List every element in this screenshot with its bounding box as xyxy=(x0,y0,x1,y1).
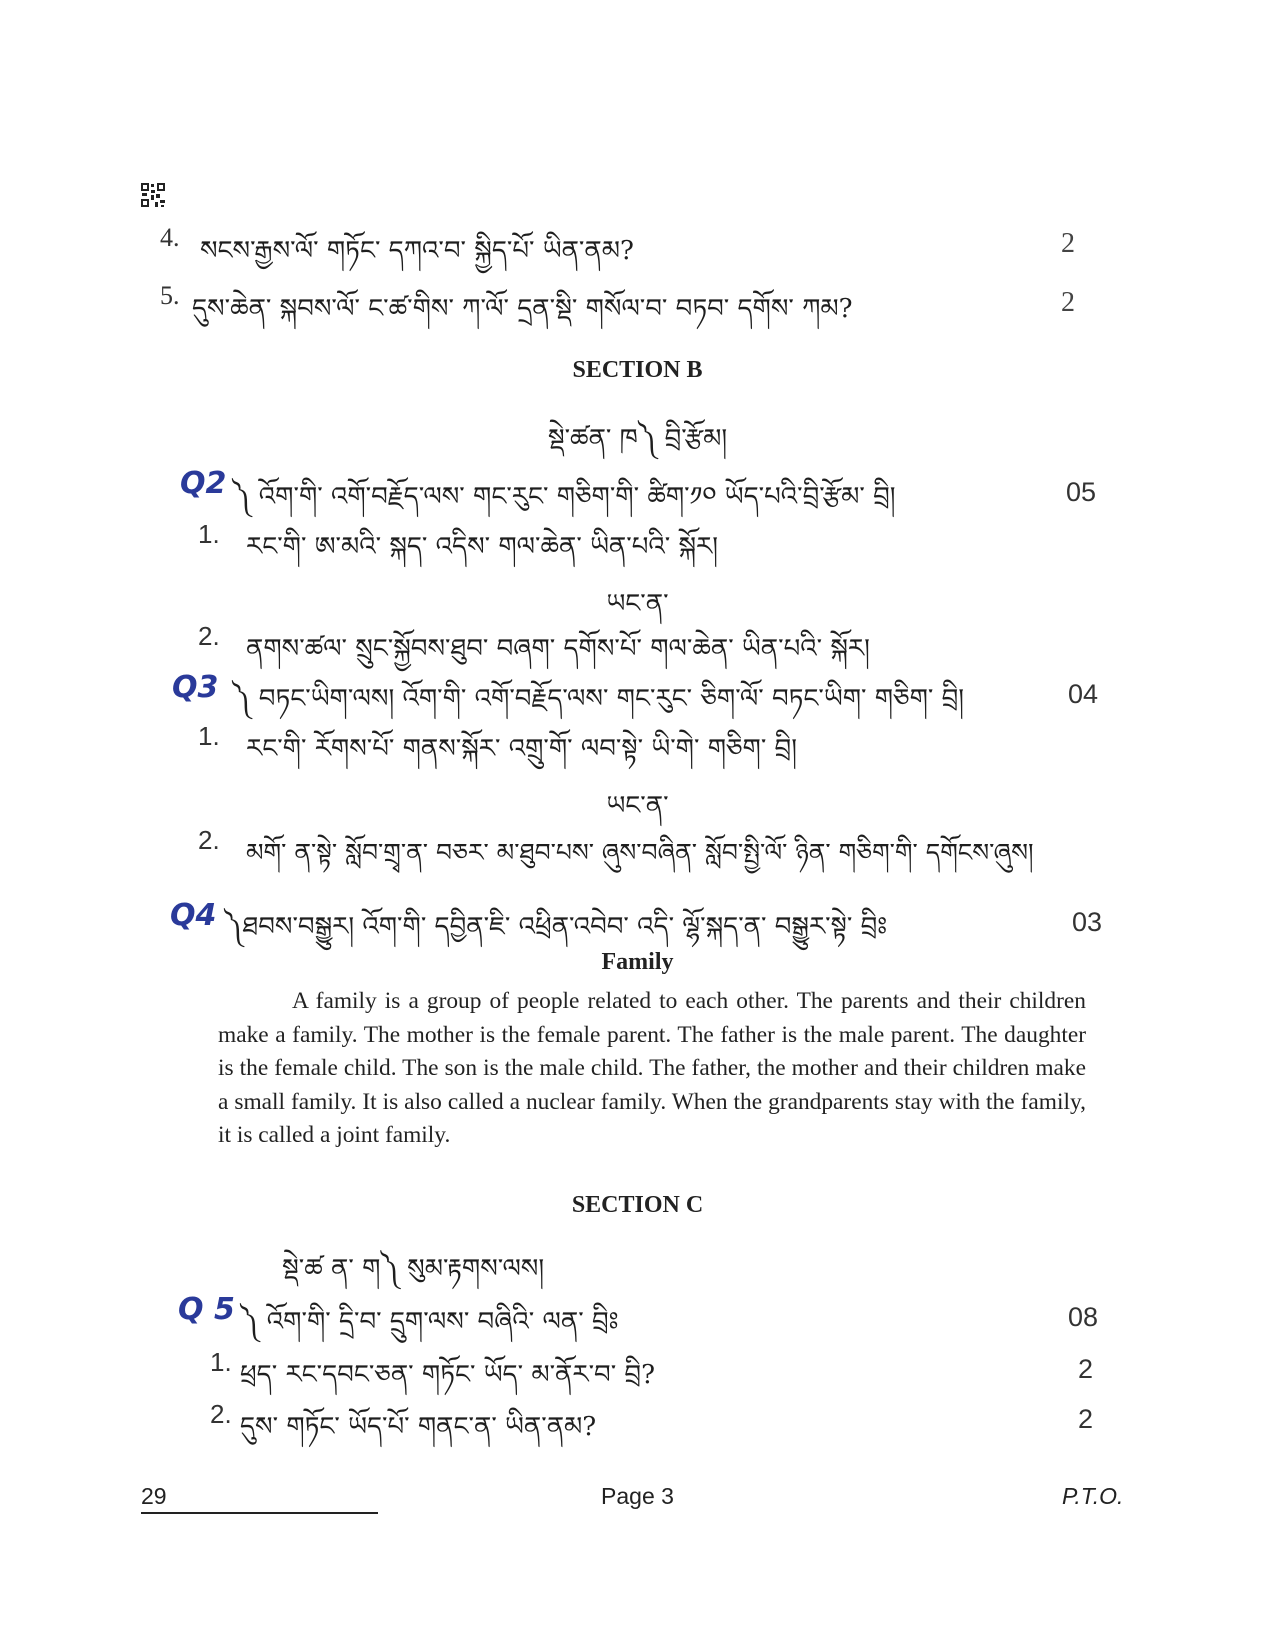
question-4-marks: 2 xyxy=(1061,228,1075,259)
q2-or: ཡང་ན་ xyxy=(606,589,669,619)
q3-marks: 04 xyxy=(1068,679,1099,709)
q2-text: ༽ འོག་གི་ འགོ་བརྗོད་ལས་ གང་རུང་ གཅིག་གི་ ཚིག་༡༠ ཡོད་པའི་བྲི་རྩོམ་ བྲི། xyxy=(232,482,896,512)
q5-text: ༽ འོག་གི་ དྲི་བ་ དྲུག་ལས་ བཞིའི་ ལན་ བྲིཿ xyxy=(240,1307,619,1337)
q5-item-2-text: དུས་ གཏོང་ ཡོད་པོ་ གནང་ན་ ཡིན་ནམ? xyxy=(240,1412,597,1442)
q5-item-1-marks: 2 xyxy=(1078,1354,1094,1384)
q2-option-1-number: 1. xyxy=(198,519,220,549)
q5-item-1-number: 1. xyxy=(210,1347,232,1377)
q3-option-2-text: མགོ་ ན་སྟེ་ སློབ་གྲྭ་ན་ བཅར་ མ་ཐུབ་པས་ ཞུས་བཞིན་ སློབ་སྤྱི་ལོ་ ཉིན་ གཅིག་གི་ དགོངས་ཞུས། xyxy=(246,838,1034,867)
footer-pto: P.T.O. xyxy=(1062,1483,1124,1509)
q3-option-1-text: རང་གི་ རོགས་པོ་ གནས་སྐོར་ འགྲུ་གོ་ ལབ་སྟེ་ ཡི་གེ་ གཅིག་ བྲི། xyxy=(246,734,797,764)
question-4-text: སངས་རྒྱས་ལོ་ གཏོང་ དཀའ་བ་ སྐྱིད་པོ་ ཡིན་ནམ? xyxy=(200,236,634,266)
q2-option-1-text: རང་གི་ ཨ་མའི་ སྐད་ འདིས་ གལ་ཆེན་ ཡིན་པའི་ སྐོར། xyxy=(246,532,719,562)
question-5-number: 5. xyxy=(160,281,180,310)
section-b-subtitle: སྡེ་ཚན་ ཁ༽ བྲི་རྩོམ། xyxy=(547,424,728,454)
passage-body xyxy=(218,985,1086,1153)
q4-marks: 03 xyxy=(1072,907,1103,937)
q3-or: ཡང་ན་ xyxy=(606,791,669,821)
section-c-heading: SECTION C xyxy=(571,1192,704,1218)
q5-label: Q 5 xyxy=(178,1292,235,1327)
question-4-number: 4. xyxy=(160,223,180,252)
q5-item-2-marks: 2 xyxy=(1078,1404,1094,1434)
footer-page-number: Page 3 xyxy=(601,1483,674,1509)
q5-item-1-text: ཕྲད་ རང་དབང་ཅན་ གཏོང་ ཡོད་ མ་ནོར་བ་ བྲི? xyxy=(240,1360,656,1390)
q5-marks: 08 xyxy=(1068,1302,1099,1332)
passage-text: A family is a group of people related to each other. The parents and their children make a family. The mother is the female parent. The father is the male parent. The daughter is the female child. The son is the male child. The father, the mother and their children make a small family. It is also called a nuclear family. When the grandparents stay with the family, it is called a joint family. xyxy=(218,988,1086,1148)
q3-text: ༽ བཏང་ཡིག་ལས། འོག་གི་ འགོ་བརྗོད་ལས་ གང་རུང་ ཅིག་ལོ་ བཏང་ཡིག་ གཅིག་ བྲི། xyxy=(232,684,965,714)
footer-divider xyxy=(141,1512,378,1514)
q2-option-2-text: ནགས་ཚལ་ སྲུང་སྐྱོབས་ཐུབ་ བཞག་ དགོས་པོ་ གལ་ཆེན་ ཡིན་པའི་ སྐོར། xyxy=(246,634,870,664)
section-b-heading: SECTION B xyxy=(572,357,703,383)
q3-option-1-number: 1. xyxy=(198,721,220,751)
q5-item-2-number: 2. xyxy=(210,1399,232,1429)
q4-text: ༽ཐབས་བསྒྱུར། འོག་གི་ དབྱིན་ཇི་ འཕྲིན་འབེབ་ འདི་ ལྷོ་སྐད་ན་ བསྒྱུར་སྟེ་ བྲིཿ xyxy=(224,912,888,942)
q2-marks: 05 xyxy=(1066,477,1097,507)
question-5-text: དུས་ཆེན་ སྐབས་ལོ་ ང་ཚ་གིས་ ཀ་ལོ་ དྲན་སྡི་ གསོལ་བ་ བཏབ་ དགོས་ ཀམ? xyxy=(192,294,853,324)
qr-code-icon xyxy=(140,182,166,208)
q2-option-2-number: 2. xyxy=(198,621,220,651)
q2-label: Q2 xyxy=(180,466,227,501)
question-5-marks: 2 xyxy=(1061,287,1075,318)
passage-title: Family xyxy=(601,949,674,975)
q3-label: Q3 xyxy=(172,670,219,705)
q4-label: Q4 xyxy=(170,898,217,933)
footer-code: 29 xyxy=(141,1483,167,1509)
section-c-subtitle: སྡེ་ཚ ན་ ག༽ སུམ་རྟགས་ལས། xyxy=(282,1254,545,1284)
q3-option-2-number: 2. xyxy=(198,825,220,855)
